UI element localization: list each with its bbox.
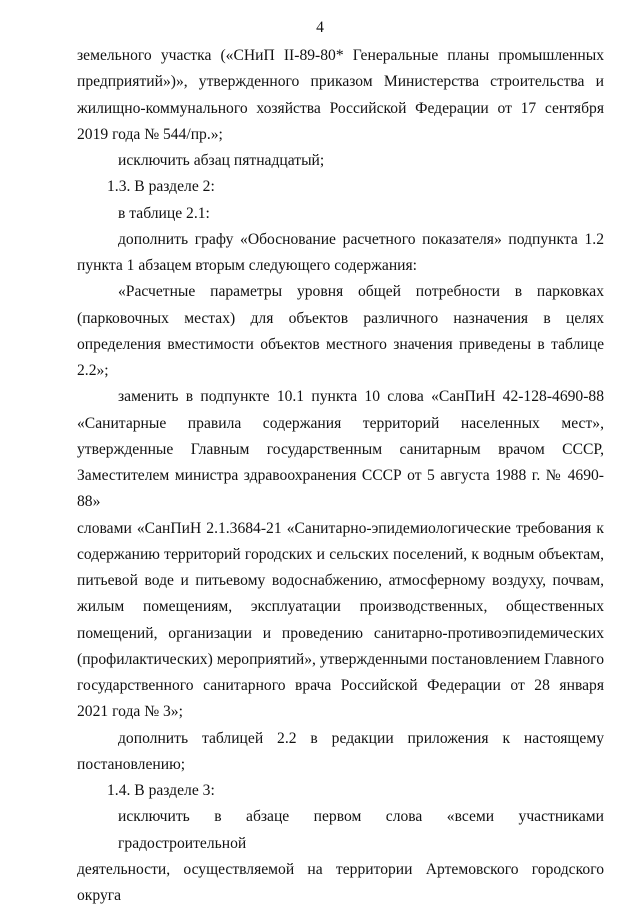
text-line: земельного участка («СНиП II-89-80* Генеральные планы промышленных bbox=[77, 47, 604, 64]
text-line: «Расчетные параметры уровня общей потребности в парковках bbox=[118, 283, 604, 301]
text-line: 1.4. В разделе 3: bbox=[107, 782, 215, 799]
text-line: государственного санитарного врача Российской Федерации от 28 января bbox=[77, 677, 604, 694]
paragraph-replace-sanpin bbox=[77, 384, 604, 725]
text-line: 2.2»; bbox=[77, 362, 109, 379]
text-line: помещений, организации и проведению санитарно-противоэпидемических bbox=[77, 624, 604, 642]
text-line: жилым помещениям, эксплуатации производственных, общественных bbox=[77, 598, 604, 616]
text-line: Заместителем министра здравоохранения СССР от 5 августа 1988 г. № 4690-88» bbox=[77, 467, 604, 511]
text-line: исключить в абзаце первом слова «всеми участниками градостроительной bbox=[118, 808, 604, 852]
paragraph-add-column bbox=[77, 227, 604, 280]
paragraph-table-2-1 bbox=[77, 201, 604, 227]
text-line: (парковочных местах) для объектов различного назначения в целях bbox=[77, 309, 604, 327]
text-line: (профилактических) мероприятий», утвержденными постановлением Главного bbox=[77, 650, 604, 668]
paragraph-add-table-2-2 bbox=[77, 726, 604, 779]
section-heading-1-3 bbox=[77, 174, 604, 200]
paragraph-exclude-words bbox=[77, 804, 604, 909]
text-line: содержанию территорий городских и сельских поселений, к водным объектам, bbox=[77, 545, 604, 563]
text-line: исключить абзац пятнадцатый; bbox=[118, 152, 325, 169]
text-line: «Санитарные правила содержания территорий населенных мест», bbox=[77, 414, 604, 432]
text-line: заменить в подпункте 10.1 пункта 10 слова «СанПиН 42-128-4690-88 bbox=[118, 388, 604, 406]
text-line: 1.3. В разделе 2: bbox=[107, 178, 215, 196]
text-line: словами «СанПиН 2.1.3684-21 «Санитарно-эпидемиологические требования к bbox=[77, 519, 604, 537]
page-number: 4 bbox=[316, 19, 324, 36]
text-line: 2019 года № 544/пр.»; bbox=[77, 125, 223, 143]
text-line: пункта 1 абзацем вторым следующего содержания: bbox=[77, 257, 418, 274]
section-heading-1-4 bbox=[77, 778, 604, 804]
text-line: предприятий»)», утвержденного приказом Министерства строительства и bbox=[77, 73, 604, 91]
paragraph-continuation bbox=[77, 43, 604, 148]
text-line: питьевой воде и питьевому водоснабжению, атмосферному воздуху, почвам, bbox=[77, 572, 604, 589]
paragraph-exclude-fifteenth bbox=[77, 148, 604, 174]
document-body bbox=[77, 43, 604, 909]
text-line: дополнить графу «Обоснование расчетного показателя» подпункта 1.2 bbox=[118, 230, 604, 248]
paragraph-quote-parameters bbox=[77, 279, 604, 384]
text-line: деятельности, осуществляемой на территории Артемовского городского округа bbox=[77, 860, 604, 904]
text-line: 2021 года № 3»; bbox=[77, 703, 183, 721]
text-line: жилищно-коммунального хозяйства Российской Федерации от 17 сентября bbox=[77, 99, 604, 117]
text-line: постановлению; bbox=[77, 755, 186, 773]
text-line: утвержденные Главным государственным санитарным врачом СССР, bbox=[77, 440, 604, 458]
text-line: в таблице 2.1: bbox=[118, 204, 210, 222]
text-line: дополнить таблицей 2.2 в редакции приложения к настоящему bbox=[118, 729, 604, 747]
text-line: определения вместимости объектов местного значения приведены в таблице bbox=[77, 335, 604, 353]
